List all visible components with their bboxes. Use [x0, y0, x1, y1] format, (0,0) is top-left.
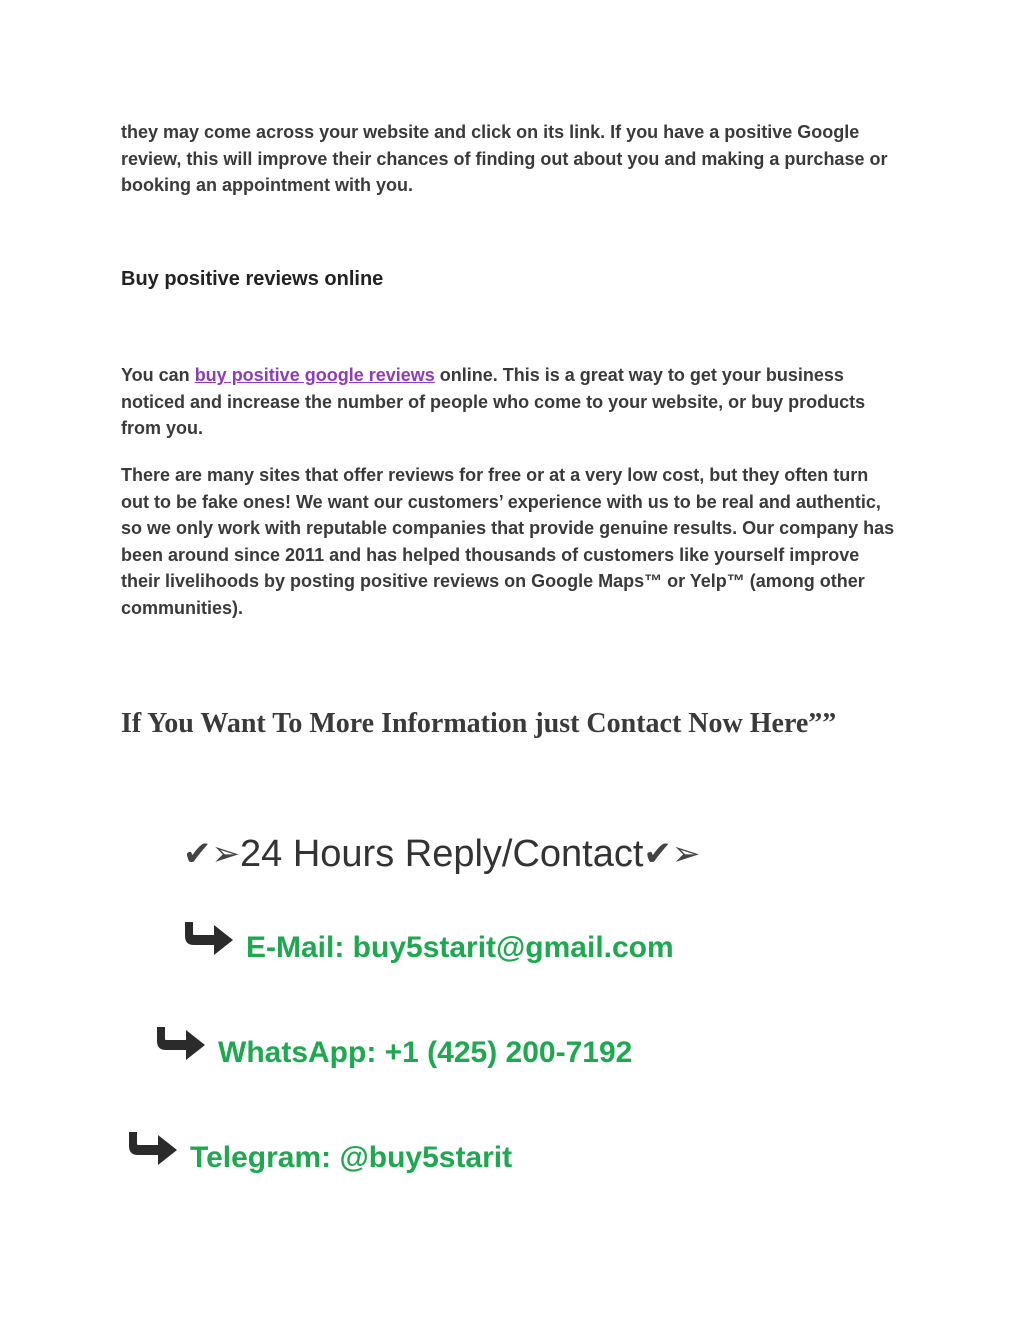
- telegram-text[interactable]: Telegram: @buy5starit: [190, 1141, 513, 1174]
- buy-reviews-paragraph: [121, 362, 901, 442]
- buy-positive-google-reviews-link[interactable]: buy positive google reviews: [194, 365, 435, 385]
- contact-heading: If You Want To More Information just Contact Now Here””: [121, 708, 837, 739]
- check-icon: ✔: [183, 834, 212, 874]
- hook-arrow-icon: [180, 918, 236, 962]
- review-sites-paragraph: There are many sites that offer reviews for free or at a very low cost, but they often turn out to be fake ones! We want our customers’ experience with us to be real and authentic, so we only work with reputable companies that provide genuine results. Our company has been around since 2011 and has helped thousands of customers like yourself improve their livelihoods by posting positive reviews on Google Maps™ or Yelp™ (among other communities).: [121, 465, 895, 618]
- arrowhead-icon: ➢: [211, 834, 240, 874]
- whatsapp-contact-row: [152, 1023, 632, 1083]
- telegram-contact-row: [124, 1128, 512, 1188]
- arrowhead-icon: ➢: [671, 834, 701, 874]
- email-contact-row: [180, 918, 674, 978]
- buy-paragraph-rest: online. This is a great way to get your business noticed and increase the number of people who come to your website, or buy products from you.: [121, 365, 866, 438]
- buy-paragraph-lead: You can: [121, 365, 195, 385]
- email-text[interactable]: E-Mail: buy5starit@gmail.com: [246, 931, 674, 964]
- reply-text: 24 Hours Reply/Contact: [240, 832, 644, 875]
- section-heading-buy-reviews: Buy positive reviews online: [121, 268, 384, 290]
- intro-paragraph: they may come across your website and click on its link. If you have a positive Google review, this will improve their chances of finding out about you and making a purchase or booking an appointment with you.: [121, 122, 888, 195]
- hook-arrow-icon: [124, 1128, 180, 1172]
- reply-24-hours-line: [183, 826, 700, 882]
- whatsapp-text[interactable]: WhatsApp: +1 (425) 200-7192: [218, 1036, 633, 1069]
- hook-arrow-icon: [152, 1023, 208, 1067]
- check-icon: ✔: [643, 834, 672, 874]
